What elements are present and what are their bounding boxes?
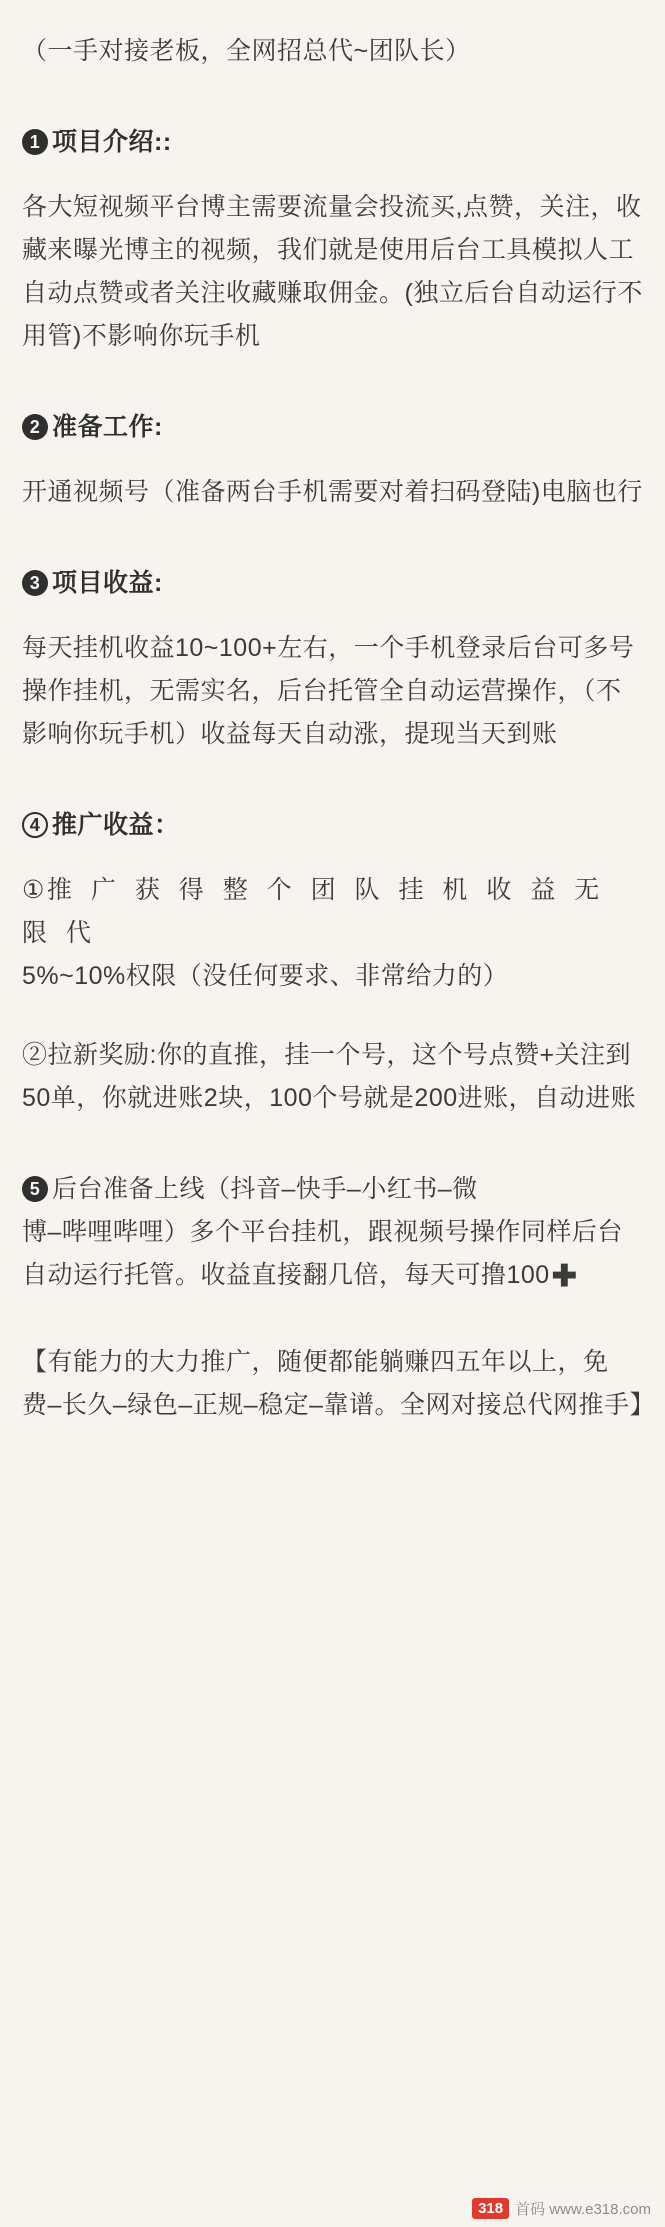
section-4-heading <box>22 804 643 847</box>
section-2-number: 2 <box>22 414 48 440</box>
spacer <box>22 1307 643 1341</box>
section-2-heading <box>22 406 643 449</box>
closing-paragraph: 【有能力的大力推广，随便都能躺赚四五年以上，免费–长久–绿色–正规–稳定–靠谱。全网对接总代网推手】 <box>22 1348 656 1419</box>
spacer <box>22 1012 643 1034</box>
section-3-number: 3 <box>22 570 48 596</box>
intro-line: （一手对接老板，全网招总代~团队长） <box>22 37 471 65</box>
spacer <box>22 87 643 121</box>
section-1-heading <box>22 121 643 164</box>
promo-item-1-emphasis: 推 广 获 得 整 个 团 队 挂 机 收 益 无 限 代 <box>22 876 606 947</box>
section-2-heading-text: 准备工作: <box>52 413 163 441</box>
section-5-block <box>22 1168 643 1297</box>
watermark-text: 首码 www.e318.com <box>515 2201 651 2218</box>
section-1-number: 1 <box>22 129 48 155</box>
plus-icon: ✚ <box>551 1260 578 1293</box>
promo-item-1-rest: 5%~10%权限（没任何要求、非常给力的） <box>22 962 509 990</box>
spacer <box>22 1134 643 1168</box>
spacer <box>22 372 643 406</box>
section-3-heading-text: 项目收益: <box>52 569 163 597</box>
section-3-paragraph: 每天挂机收益10~100+左右，一个手机登录后台可多号操作挂机，无需实名，后台托管全自动运营操作，（不影响你玩手机）收益每天自动涨，提现当天到账 <box>22 634 635 748</box>
section-4-number: 4 <box>22 812 48 838</box>
section-1-heading-text: 项目介绍:: <box>52 128 172 156</box>
watermark-badge: 318 <box>472 2198 509 2219</box>
spacer <box>22 174 643 186</box>
section-2-paragraph: 开通视频号（准备两台手机需要对着扫码登陆)电脑也行 <box>22 478 643 506</box>
section-5-number: 5 <box>22 1176 48 1202</box>
section-5-body-text: 博–哔哩哔哩）多个平台挂机，跟视频号操作同样后台自动运行托管。收益直接翻几倍，每天可撸100 <box>22 1218 623 1289</box>
promo-item-2: ②拉新奖励:你的直推，挂一个号，这个号点赞+关注到50单，你就进账2块，100个号就是200进账，自动进账 <box>22 1041 637 1112</box>
section-4-heading-text: 推广收益： <box>52 811 180 839</box>
spacer <box>22 615 643 627</box>
section-5-heading-text: 后台准备上线（抖音–快手–小红书–微 <box>52 1175 478 1203</box>
section-1-paragraph: 各大短视频平台博主需要流量会投流买,点赞，关注，收藏来曝光博主的视频，我们就是使用后台工具模拟人工自动点赞或者关注收藏赚取佣金。(独立后台自动运行不用管)不影响你玩手机 <box>22 193 643 350</box>
promo-item-1 <box>22 869 643 998</box>
section-3-heading <box>22 562 643 605</box>
watermark <box>472 2198 651 2219</box>
spacer <box>22 459 643 471</box>
spacer <box>22 857 643 869</box>
promo-item-1-marker: ① <box>22 876 45 904</box>
spacer <box>22 770 643 804</box>
spacer <box>22 528 643 562</box>
document-body <box>22 30 656 1427</box>
